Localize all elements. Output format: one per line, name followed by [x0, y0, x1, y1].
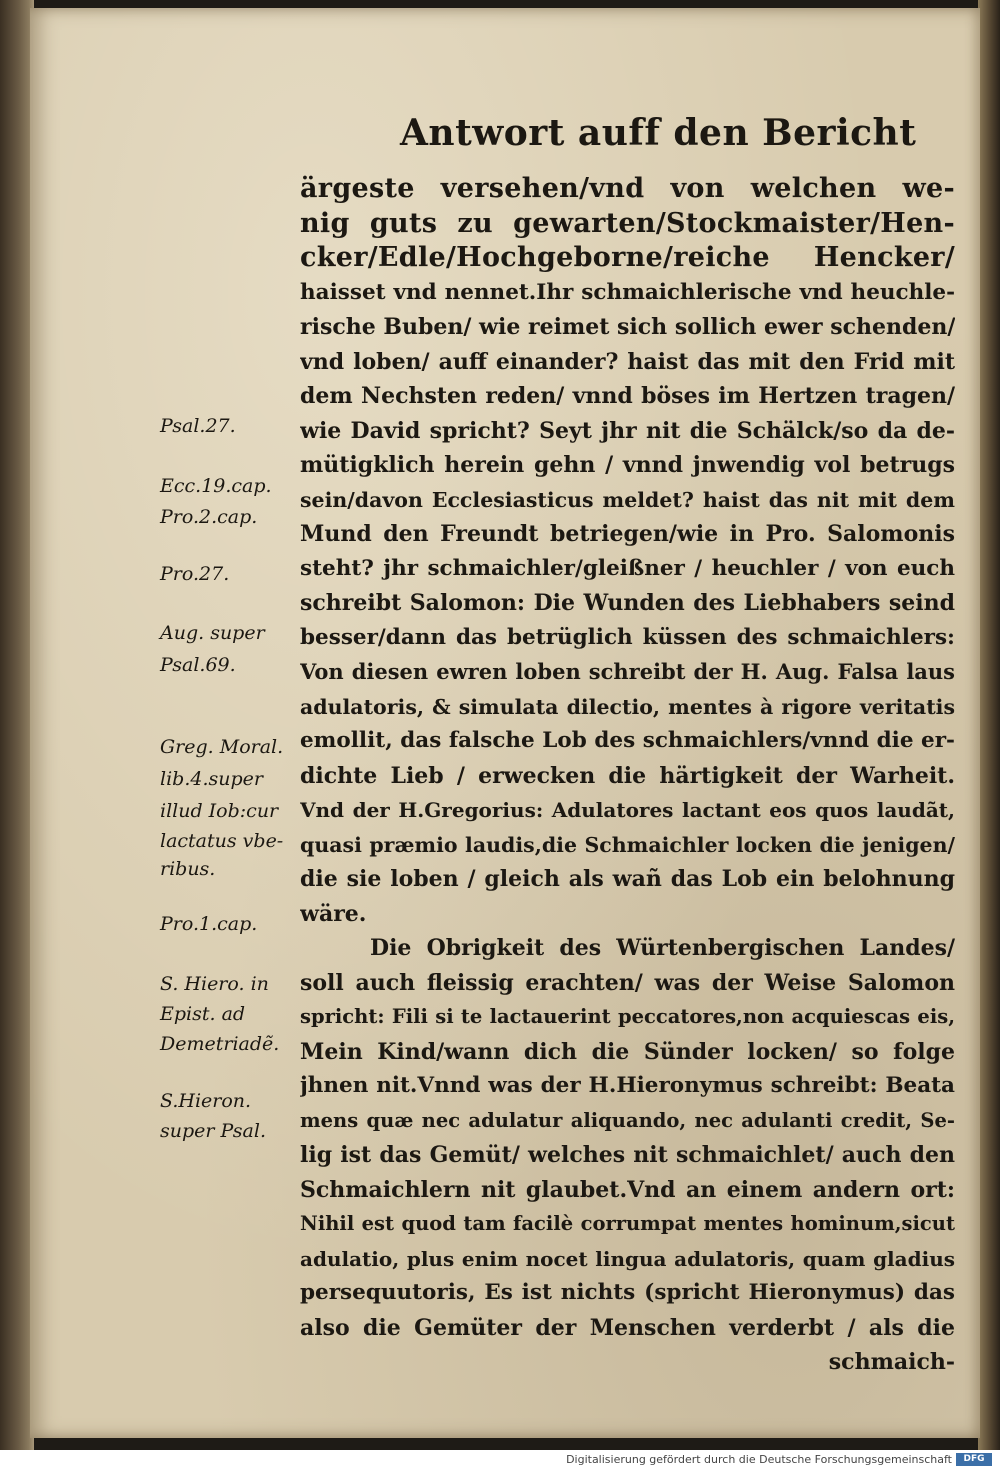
text-line: dichte Lieb / erwecken die härtigkeit der Warheit.	[300, 762, 955, 789]
text-line: ärgeste versehen/vnd von welchen we‑	[300, 173, 955, 204]
margin-note: Aug. super	[160, 622, 265, 644]
text-line: besser/dann das betrüglich küssen des schmaichlers:	[300, 624, 955, 650]
text-line: soll auch fleissig erachten/ was der Weise Salomon	[300, 969, 955, 996]
margin-note: Ecc.19.cap.	[160, 475, 272, 497]
text-line: Vnd der H.Gregorius: Adulatores lactant eos quos laudãt,	[300, 798, 955, 822]
margin-note: Psal.69.	[160, 654, 236, 676]
text-line: die sie loben / gleich als wañ das Lob ein belohnung	[300, 866, 955, 892]
text-line: cker/Edle/Hochgeborne/reiche Hencker/	[300, 242, 955, 273]
text-line: dem Nechsten reden/ vnnd böses im Hertzen tragen/	[300, 383, 955, 409]
margin-note: lib.4.super	[160, 768, 263, 790]
text-line: wäre.	[300, 900, 367, 927]
footer-bar	[0, 1450, 1000, 1469]
text-line: Von diesen ewren loben schreibt der H. Aug. Falsa laus	[300, 659, 955, 684]
text-line: nig guts zu gewarten/Stockmaister/Hen‑	[300, 207, 955, 239]
text-line: adulatio, plus enim nocet lingua adulatoris, quam gladius	[300, 1246, 955, 1271]
margin-note: S.Hieron.	[160, 1090, 252, 1112]
text-line: vnd loben/ auff einander? haist das mit den Frid mit	[300, 348, 955, 375]
text-line: also die Gemüter der Menschen verderbt / als die	[300, 1314, 955, 1341]
text-line: schreibt Salomon: Die Wunden des Liebhabers seind	[300, 590, 955, 616]
text-line: rische Buben/ wie reimet sich sollich ewer schenden/	[300, 314, 955, 340]
text-line: haisset vnd nennet.Ihr schmaichlerische vnd heuchle‑	[300, 279, 955, 305]
text-line: wie David spricht? Seyt jhr nit die Schälck/so da de‑	[300, 417, 955, 444]
margin-note: Pro.1.cap.	[160, 913, 258, 935]
text-line: mütigklich herein gehn / vnnd jnwendig vol betrugs	[300, 452, 955, 478]
margin-note: Demetriadẽ.	[160, 1033, 280, 1055]
dfg-logo-icon: DFG	[956, 1453, 992, 1466]
text-line: Mund den Freundt betriegen/wie in Pro. Salomonis	[300, 521, 955, 547]
text-line-catchword: schmaich‑	[828, 1349, 955, 1375]
text-line: emollit, das falsche Lob des schmaichlers/vnnd die er‑	[300, 728, 955, 753]
footer-credit: Digitalisierung gefördert durch die Deutsche Forschungsgemeinschaft	[566, 1453, 952, 1466]
text-line: jhnen nit.Vnnd was der H.Hieronymus schreibt: Beata	[300, 1073, 955, 1098]
margin-note: Pro.27.	[160, 563, 230, 585]
body-text	[300, 172, 955, 1380]
text-line: Mein Kind/wann dich die Sünder locken/ so folge	[300, 1038, 955, 1065]
text-line: Die Obrigkeit des Würtenbergischen Landes/	[370, 935, 955, 961]
text-line: lig ist das Gemüt/ welches nit schmaichlet/ auch den	[300, 1142, 955, 1168]
running-head: Antwort auff den Bericht	[400, 112, 917, 154]
text-line: spricht: Fili si te lactauerint peccatores,non acquiescas eis,	[300, 1005, 955, 1028]
text-line: sein/davon Ecclesiasticus meldet? haist das nit mit dem	[300, 487, 955, 512]
margin-note: super Psal.	[160, 1120, 266, 1142]
margin-note: S. Hiero. in	[160, 973, 269, 995]
text-line: adulatoris, & simulata dilectio, mentes à rigore veritatis	[300, 694, 955, 719]
text-line: Schmaichlern nit glaubet.Vnd an einem andern ort:	[300, 1176, 955, 1203]
margin-note: ribus.	[160, 858, 216, 880]
page-right-edge	[978, 0, 1000, 1450]
text-line: mens quæ nec adulatur aliquando, nec adulanti credit, Se‑	[300, 1108, 955, 1132]
margin-note: Psal.27.	[160, 415, 236, 437]
margin-note: illud Iob:cur	[160, 800, 279, 822]
text-line: quasi præmio laudis,die Schmaichler locken die jenigen/	[300, 832, 955, 857]
margin-note: Greg. Moral.	[160, 736, 284, 758]
margin-note: lactatus vbe‑	[160, 830, 284, 852]
text-line: Nihil est quod tam facilè corrumpat mentes hominum,sicut	[300, 1212, 955, 1235]
margin-note: Epist. ad	[160, 1003, 246, 1025]
margin-note: Pro.2.cap.	[160, 506, 258, 528]
text-line: persequutoris, Es ist nichts (spricht Hieronymus) das	[300, 1280, 955, 1305]
text-line: steht? jhr schmaichler/gleißner / heuchler / von euch	[300, 555, 955, 581]
book-spine-edge	[0, 0, 34, 1450]
